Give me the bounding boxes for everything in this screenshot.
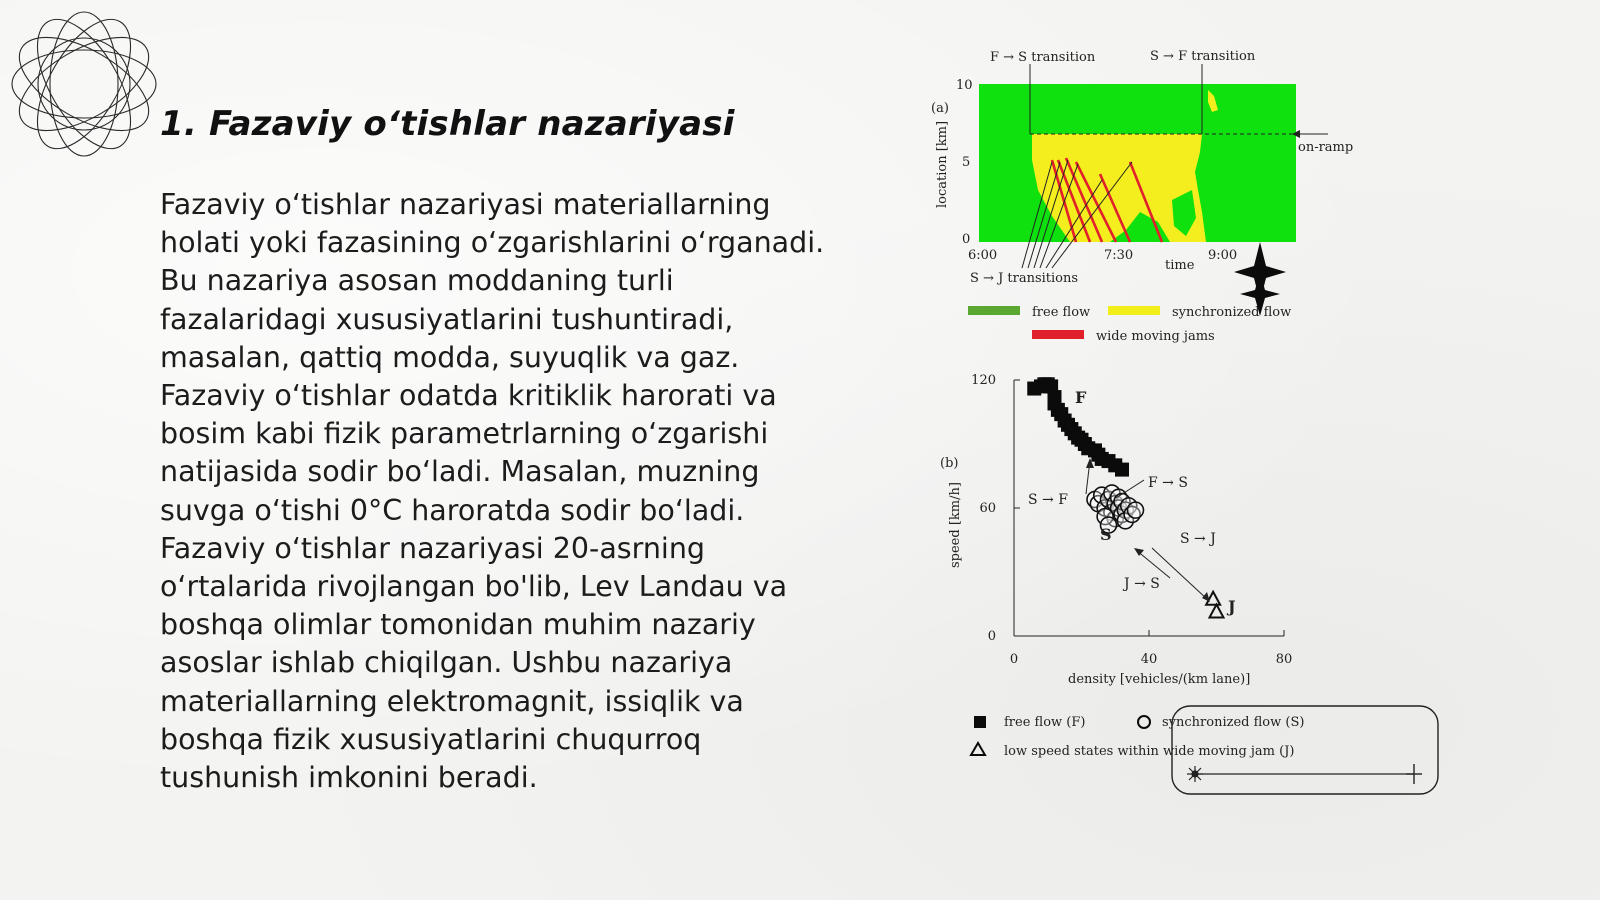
y-tick-label: 0 [987,629,996,644]
panel-a-ytick-0: 0 [962,232,971,247]
free-flow-point [1115,463,1129,477]
panel-b-ylabel: speed [km/h] [948,482,963,568]
annot-S-F: S → F [1028,492,1068,508]
legend-sync-swatch [1108,306,1160,315]
panel-b-xlabel: density [vehicles/(km lane)] [1068,672,1251,687]
legend-square-marker [974,716,986,728]
panel-a-xtick-730: 7:30 [1104,248,1134,263]
panel-a-xtick-600: 6:00 [968,248,998,263]
panel-b-label: (b) [940,456,959,471]
legend-free-swatch [968,306,1020,315]
sync-flow-point [1128,502,1144,518]
plus-icon [1406,764,1422,784]
legend-b-jam: low speed states within wide moving jam (J) [1004,744,1295,759]
panel-a-xlabel: time [1165,258,1195,273]
x-tick-label: 80 [1275,652,1293,667]
spacetime-heatmap [979,84,1296,242]
traffic-figure [931,40,1440,820]
annot-F: F [1075,388,1087,407]
legend-b-free: free flow (F) [1004,715,1086,730]
annot-S-J: S → J [1180,531,1216,547]
y-tick-label: 120 [971,373,996,388]
panel-a-label: (a) [931,101,949,116]
legend-free-label: free flow [1032,305,1091,320]
sf-transition-label: S → F transition [1150,49,1256,64]
y-tick-label: 60 [979,501,996,516]
slide-title: 1. Fazaviy o‘tishlar nazariyasi [160,104,735,144]
onramp-label: on-ramp [1298,140,1354,155]
legend-circle-marker [1138,716,1150,728]
annot-J: J [1228,597,1236,616]
annot-J-S: J → S [1124,576,1160,592]
jam-point [1210,605,1224,618]
logo-icon [10,10,158,158]
slide-body-text: Fazaviy o‘tishlar nazariyasi materiallarning holati yoki fazasining o‘zgarishlarini o‘rganadi. Bu nazariya asosan moddaning turli fazalaridagi xususiyatlarini tushuntiradi, masalan, qattiq modda, suyuqlik va gaz. Fazaviy o‘tishlar odatda kritiklik harorati va bosim kabi fizik parametrlarning o‘zgarishi natijasida sodir bo‘ladi. Masalan, muzning suvga o‘tishi 0°C haroratda sodir bo‘ladi. Fazaviy o‘tishlar nazariyasi 20-asrning o‘rtalarida rivojlangan bo'lib, Lev Landau va boshqa olimlar tomonidan muhim nazariy asoslar ishlab chiqilgan. Ushbu nazariya materiallarning elektromagnit, issiqlik va boshqa fizik xususiyatlarini chuqurroq tushunish imkonini beradi. [160,188,825,795]
x-tick-label: 40 [1140,652,1158,667]
legend-jam-swatch [1032,330,1084,339]
legend-b-sync: synchronized flow (S) [1162,715,1305,730]
legend-sync-label: synchronized flow [1172,305,1292,320]
annot-F-S: F → S [1148,475,1188,491]
legend-triangle-marker [971,743,985,755]
legend-jam-label: wide moving jams [1096,329,1215,344]
sun-icon [1187,766,1203,782]
panel-a-ytick-10: 10 [956,78,973,93]
panel-a-ylabel: location [km] [935,120,950,208]
annot-S: S [1100,525,1112,544]
fs-transition-label: F → S transition [990,50,1096,65]
x-tick-label: 0 [1009,652,1019,667]
sj-transitions-label: S → J transitions [970,271,1079,286]
panel-a-xtick-900: 9:00 [1208,248,1238,263]
panel-a-ytick-5: 5 [962,155,971,170]
